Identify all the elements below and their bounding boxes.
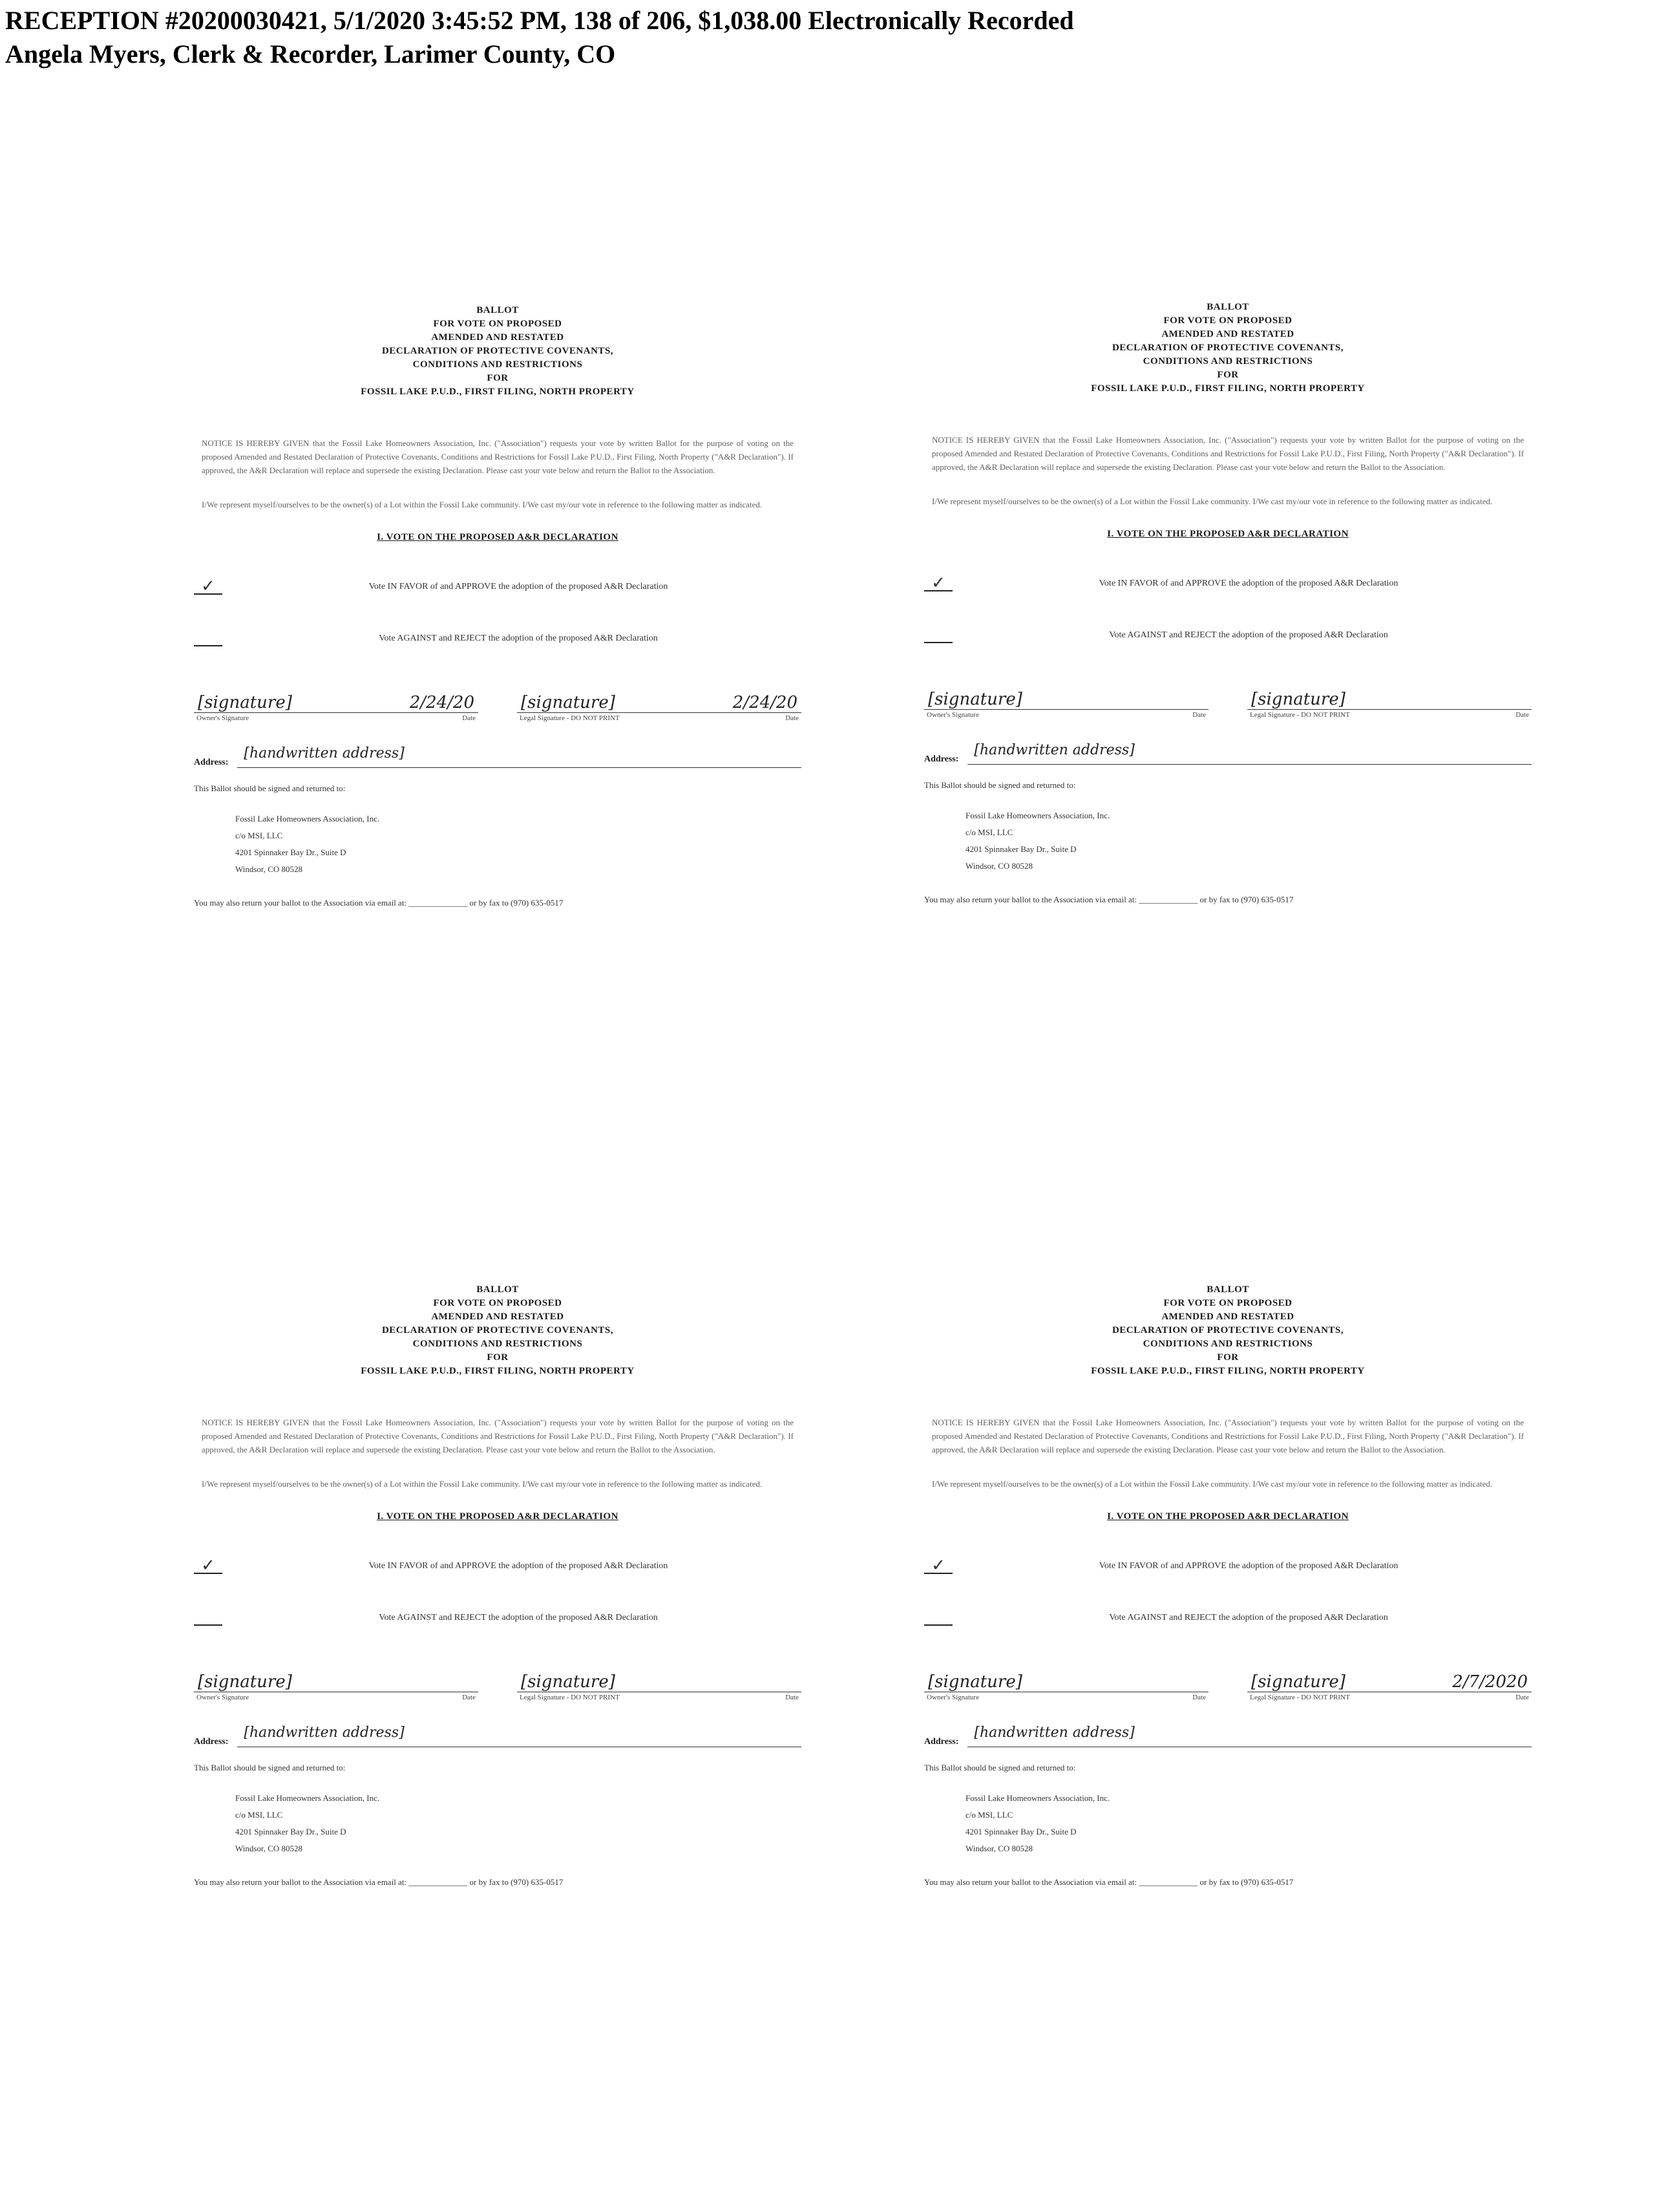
representation-paragraph: I/We represent myself/ourselves to be the owner(s) of a Lot within the Fossil Lake community. I/We cast my/our vote in reference to the following matter as indicated. xyxy=(932,496,1493,506)
caption-signature: Owner's Signature xyxy=(927,1694,980,1701)
signature-caption-1 xyxy=(194,713,478,723)
return-address-line: Fossil Lake Homeowners Association, Inc. xyxy=(235,814,380,824)
vote-against-line xyxy=(194,631,801,646)
return-address xyxy=(966,1790,1532,1857)
return-address-line: Windsor, CO 80528 xyxy=(966,861,1033,871)
address-row xyxy=(924,742,1532,765)
return-instructions: This Ballot should be signed and returned to: xyxy=(924,780,1076,790)
signature-1: [signature] xyxy=(198,693,292,712)
recording-header xyxy=(5,4,1074,71)
signature-caption-2 xyxy=(1247,1692,1532,1703)
vote-in-favor-line xyxy=(194,579,801,595)
return-address xyxy=(235,1790,801,1857)
vote-for-label: Vote IN FAVOR of and APPROVE the adoption of the proposed A&R Declaration xyxy=(368,582,668,591)
vote-for-checkbox[interactable] xyxy=(194,579,222,595)
signature-block-1 xyxy=(194,683,478,723)
notice-paragraph: NOTICE IS HEREBY GIVEN that the Fossil Lake Homeowners Association, Inc. ("Association") requests your vote by written Ballot for the purpose of voting on the proposed Amended and Restated Declaration of Protective Covenants, Conditions and Restrictions for Fossil Lake P.U.D., First Filing, North Property ("A&R Declaration"). If approved, the A&R Declaration will replace and supersede the existing Declaration. Please cast your vote below and return the Ballot to the Association. xyxy=(932,435,1524,472)
return-address-line: Windsor, CO 80528 xyxy=(966,1844,1033,1853)
check-mark-icon: ✓ xyxy=(201,1556,215,1575)
vote-against-label: Vote AGAINST and REJECT the adoption of the proposed A&R Declaration xyxy=(379,1613,658,1622)
signature-caption-1 xyxy=(924,710,1208,720)
return-address-line: Fossil Lake Homeowners Association, Inc. xyxy=(235,1793,380,1803)
check-mark-icon: ✓ xyxy=(201,577,215,596)
signature-block-1 xyxy=(194,1662,478,1703)
return-address-line: Fossil Lake Homeowners Association, Inc. xyxy=(966,1793,1110,1803)
signature-line-2[interactable] xyxy=(1247,679,1532,710)
return-address-line: c/o MSI, LLC xyxy=(966,1810,1013,1820)
return-instructions: This Ballot should be signed and returned to: xyxy=(194,1763,346,1772)
caption-print: Legal Signature - DO NOT PRINT xyxy=(520,1694,620,1701)
date-2: 2/24/20 xyxy=(732,693,797,712)
caption-date: Date xyxy=(1192,1694,1206,1701)
vote-against-line xyxy=(924,1610,1532,1626)
caption-date: Date xyxy=(1515,711,1529,719)
return-address-line: c/o MSI, LLC xyxy=(235,1810,283,1820)
return-address-line: Fossil Lake Homeowners Association, Inc. xyxy=(966,811,1110,820)
signature-line-1[interactable] xyxy=(924,679,1208,710)
vote-against-label: Vote AGAINST and REJECT the adoption of the proposed A&R Declaration xyxy=(1109,1613,1388,1622)
notice-paragraph: NOTICE IS HEREBY GIVEN that the Fossil Lake Homeowners Association, Inc. ("Association") requests your vote by written Ballot for the purpose of voting on the proposed Amended and Restated Declaration of Protective Covenants, Conditions and Restrictions for Fossil Lake P.U.D., First Filing, North Property ("A&R Declaration"). If approved, the A&R Declaration will replace and supersede the existing Declaration. Please cast your vote below and return the Ballot to the Association. xyxy=(202,1418,794,1454)
signature-line-2[interactable] xyxy=(517,1662,801,1692)
vote-against-label: Vote AGAINST and REJECT the adoption of the proposed A&R Declaration xyxy=(1109,630,1388,640)
vote-for-checkbox[interactable] xyxy=(924,573,953,593)
vote-against-line xyxy=(924,628,1532,643)
date-1: 2/24/20 xyxy=(409,693,474,712)
caption-signature: Owner's Signature xyxy=(927,711,980,719)
signature-line-2[interactable] xyxy=(517,683,801,713)
title-line: AMENDED AND RESTATED xyxy=(431,1312,564,1322)
return-address-line: 4201 Spinnaker Bay Dr., Suite D xyxy=(235,1827,346,1836)
email-return-note: You may also return your ballot to the Association via email at: ______________ or by fax to (970) 635-0517 xyxy=(924,1877,1294,1887)
title-line: DECLARATION OF PROTECTIVE COVENANTS, xyxy=(1112,343,1344,353)
representation-paragraph: I/We represent myself/ourselves to be the owner(s) of a Lot within the Fossil Lake community. I/We cast my/our vote in reference to the following matter as indicated. xyxy=(202,1479,763,1489)
section-heading: I. VOTE ON THE PROPOSED A&R DECLARATION xyxy=(1107,529,1349,539)
vote-in-favor-line xyxy=(924,573,1532,593)
caption-date: Date xyxy=(462,714,476,722)
signature-row xyxy=(924,679,1532,720)
address-label: Address: xyxy=(924,754,959,764)
return-address-line: 4201 Spinnaker Bay Dr., Suite D xyxy=(966,844,1077,854)
signature-caption-2 xyxy=(517,1692,801,1703)
address-label: Address: xyxy=(194,758,229,767)
signature-row xyxy=(924,1662,1532,1703)
title-line: FOSSIL LAKE P.U.D., FIRST FILING, NORTH PROPERTY xyxy=(1091,383,1365,394)
title-line: CONDITIONS AND RESTRICTIONS xyxy=(412,1339,583,1349)
signature-block-2 xyxy=(517,683,801,723)
email-return-note: You may also return your ballot to the Association via email at: ______________ or by fax to (970) 635-0517 xyxy=(924,895,1294,904)
date-2: 2/7/2020 xyxy=(1452,1672,1528,1692)
signature-2: [signature] xyxy=(521,1672,615,1692)
title-line: DECLARATION OF PROTECTIVE COVENANTS, xyxy=(381,346,614,356)
signature-caption-1 xyxy=(194,1692,478,1703)
vote-against-checkbox[interactable] xyxy=(194,1610,222,1626)
caption-date: Date xyxy=(1192,711,1206,719)
ballot-title xyxy=(194,1283,801,1378)
signature-1: [signature] xyxy=(928,1672,1022,1692)
email-return-note: You may also return your ballot to the Association via email at: ______________ or by fax to (970) 635-0517 xyxy=(194,898,564,908)
return-address xyxy=(966,807,1532,875)
signature-line-1[interactable] xyxy=(194,1662,478,1692)
address-field[interactable]: [handwritten address] xyxy=(237,745,801,768)
signature-line-1[interactable] xyxy=(194,683,478,713)
return-address-line: Windsor, CO 80528 xyxy=(235,864,303,874)
signature-caption-1 xyxy=(924,1692,1208,1703)
address-field[interactable]: [handwritten address] xyxy=(967,742,1532,765)
signature-2: [signature] xyxy=(521,693,615,712)
signature-1: [signature] xyxy=(198,1672,292,1692)
vote-in-favor-line xyxy=(194,1558,801,1574)
caption-signature: Owner's Signature xyxy=(196,1694,249,1701)
vote-against-label: Vote AGAINST and REJECT the adoption of the proposed A&R Declaration xyxy=(379,633,658,643)
signature-block-1 xyxy=(924,679,1208,720)
vote-against-checkbox[interactable] xyxy=(924,1610,953,1626)
address-row xyxy=(924,1725,1532,1747)
title-line: AMENDED AND RESTATED xyxy=(1161,1312,1294,1322)
vote-against-line xyxy=(194,1610,801,1626)
caption-signature: Owner's Signature xyxy=(196,714,249,722)
signature-1: [signature] xyxy=(928,690,1022,709)
reception-line: RECEPTION #20200030421, 5/1/2020 3:45:52 PM, 138 of 206, $1,038.00 Electronically Recorded xyxy=(5,6,1074,35)
signature-caption-2 xyxy=(1247,710,1532,720)
ballot-form xyxy=(194,304,801,1105)
vote-for-checkbox[interactable] xyxy=(924,1558,953,1574)
address-field[interactable]: [handwritten address] xyxy=(237,1725,801,1747)
representation-paragraph: I/We represent myself/ourselves to be the owner(s) of a Lot within the Fossil Lake community. I/We cast my/our vote in reference to the following matter as indicated. xyxy=(932,1479,1493,1489)
return-address-line: c/o MSI, LLC xyxy=(966,827,1013,837)
address-field[interactable]: [handwritten address] xyxy=(967,1725,1532,1747)
signature-caption-2 xyxy=(517,713,801,723)
return-address xyxy=(235,811,801,878)
caption-print: Legal Signature - DO NOT PRINT xyxy=(1250,711,1350,719)
return-address-line: 4201 Spinnaker Bay Dr., Suite D xyxy=(966,1827,1077,1836)
notice-paragraph: NOTICE IS HEREBY GIVEN that the Fossil Lake Homeowners Association, Inc. ("Association") requests your vote by written Ballot for the purpose of voting on the proposed Amended and Restated Declaration of Protective Covenants, Conditions and Restrictions for Fossil Lake P.U.D., First Filing, North Property ("A&R Declaration"). If approved, the A&R Declaration will replace and supersede the existing Declaration. Please cast your vote below and return the Ballot to the Association. xyxy=(932,1418,1524,1454)
caption-date: Date xyxy=(462,1694,476,1701)
email-return-note: You may also return your ballot to the Association via email at: ______________ or by fax to (970) 635-0517 xyxy=(194,1877,564,1887)
section-heading: I. VOTE ON THE PROPOSED A&R DECLARATION xyxy=(377,532,618,542)
title-line: FOR VOTE ON PROPOSED xyxy=(1163,315,1293,326)
signature-block-1 xyxy=(924,1662,1208,1703)
return-address-line: Windsor, CO 80528 xyxy=(235,1844,303,1853)
signature-line-1[interactable] xyxy=(924,1662,1208,1692)
signature-row xyxy=(194,1662,801,1703)
address-row xyxy=(194,745,801,768)
check-mark-icon: ✓ xyxy=(931,573,945,593)
ballot-title xyxy=(924,301,1532,396)
title-line: BALLOT xyxy=(1207,302,1249,312)
section-heading: I. VOTE ON THE PROPOSED A&R DECLARATION xyxy=(1107,1511,1349,1522)
signature-block-2 xyxy=(517,1662,801,1703)
title-line: FOSSIL LAKE P.U.D., FIRST FILING, NORTH PROPERTY xyxy=(1091,1366,1365,1376)
vote-for-checkbox[interactable] xyxy=(194,1558,222,1574)
title-line: AMENDED AND RESTATED xyxy=(1161,329,1294,339)
vote-for-label: Vote IN FAVOR of and APPROVE the adoption of the proposed A&R Declaration xyxy=(368,1561,668,1571)
notice-paragraph: NOTICE IS HEREBY GIVEN that the Fossil Lake Homeowners Association, Inc. ("Association") requests your vote by written Ballot for the purpose of voting on the proposed Amended and Restated Declaration of Protective Covenants, Conditions and Restrictions for Fossil Lake P.U.D., First Filing, North Property ("A&R Declaration"). If approved, the A&R Declaration will replace and supersede the existing Declaration. Please cast your vote below and return the Ballot to the Association. xyxy=(202,438,794,475)
title-line: BALLOT xyxy=(1207,1284,1249,1295)
section-heading: I. VOTE ON THE PROPOSED A&R DECLARATION xyxy=(377,1511,618,1522)
clerk-line: Angela Myers, Clerk & Recorder, Larimer County, CO xyxy=(5,39,616,69)
signature-block-2 xyxy=(1247,1662,1532,1703)
title-line: BALLOT xyxy=(476,1284,519,1295)
caption-date: Date xyxy=(785,714,799,722)
signature-line-2[interactable] xyxy=(1247,1662,1532,1692)
ballot-title xyxy=(924,1283,1532,1378)
title-line: BALLOT xyxy=(476,305,519,315)
title-line: CONDITIONS AND RESTRICTIONS xyxy=(1143,356,1313,367)
title-line: DECLARATION OF PROTECTIVE COVENANTS, xyxy=(381,1325,614,1335)
vote-in-favor-line xyxy=(924,1558,1532,1574)
return-instructions: This Ballot should be signed and returned to: xyxy=(194,783,346,793)
ballot-title xyxy=(194,304,801,399)
title-line: FOR VOTE ON PROPOSED xyxy=(433,1298,562,1308)
signature-block-2 xyxy=(1247,679,1532,720)
return-address-line: c/o MSI, LLC xyxy=(235,831,283,840)
title-line: AMENDED AND RESTATED xyxy=(431,332,564,343)
vote-for-label: Vote IN FAVOR of and APPROVE the adoption of the proposed A&R Declaration xyxy=(1099,1561,1398,1571)
signature-2: [signature] xyxy=(1251,1672,1346,1692)
title-line: FOSSIL LAKE P.U.D., FIRST FILING, NORTH PROPERTY xyxy=(361,387,635,397)
title-line: FOR xyxy=(1217,370,1239,380)
address-label: Address: xyxy=(194,1737,229,1747)
signature-2: [signature] xyxy=(1251,690,1346,709)
title-line: FOR xyxy=(487,1352,509,1363)
caption-print: Legal Signature - DO NOT PRINT xyxy=(520,714,620,722)
title-line: FOR VOTE ON PROPOSED xyxy=(433,319,562,329)
address-row xyxy=(194,1725,801,1747)
address-label: Address: xyxy=(924,1737,959,1747)
signature-row xyxy=(194,683,801,723)
title-line: FOR xyxy=(487,373,509,383)
title-line: CONDITIONS AND RESTRICTIONS xyxy=(412,359,583,370)
check-mark-icon: ✓ xyxy=(931,1556,945,1575)
title-line: DECLARATION OF PROTECTIVE COVENANTS, xyxy=(1112,1325,1344,1335)
caption-print: Legal Signature - DO NOT PRINT xyxy=(1250,1694,1350,1701)
vote-against-checkbox[interactable] xyxy=(194,631,222,646)
caption-date: Date xyxy=(785,1694,799,1701)
title-line: FOSSIL LAKE P.U.D., FIRST FILING, NORTH PROPERTY xyxy=(361,1366,635,1376)
title-line: FOR xyxy=(1217,1352,1239,1363)
representation-paragraph: I/We represent myself/ourselves to be the owner(s) of a Lot within the Fossil Lake community. I/We cast my/our vote in reference to the following matter as indicated. xyxy=(202,500,763,509)
caption-date: Date xyxy=(1515,1694,1529,1701)
return-address-line: 4201 Spinnaker Bay Dr., Suite D xyxy=(235,847,346,857)
ballot-form xyxy=(194,1283,801,2085)
title-line: CONDITIONS AND RESTRICTIONS xyxy=(1143,1339,1313,1349)
vote-against-checkbox[interactable] xyxy=(924,628,953,643)
ballot-form xyxy=(924,301,1532,1102)
ballot-form xyxy=(924,1283,1532,2085)
return-instructions: This Ballot should be signed and returned to: xyxy=(924,1763,1076,1772)
vote-for-label: Vote IN FAVOR of and APPROVE the adoption of the proposed A&R Declaration xyxy=(1099,579,1398,588)
title-line: FOR VOTE ON PROPOSED xyxy=(1163,1298,1293,1308)
